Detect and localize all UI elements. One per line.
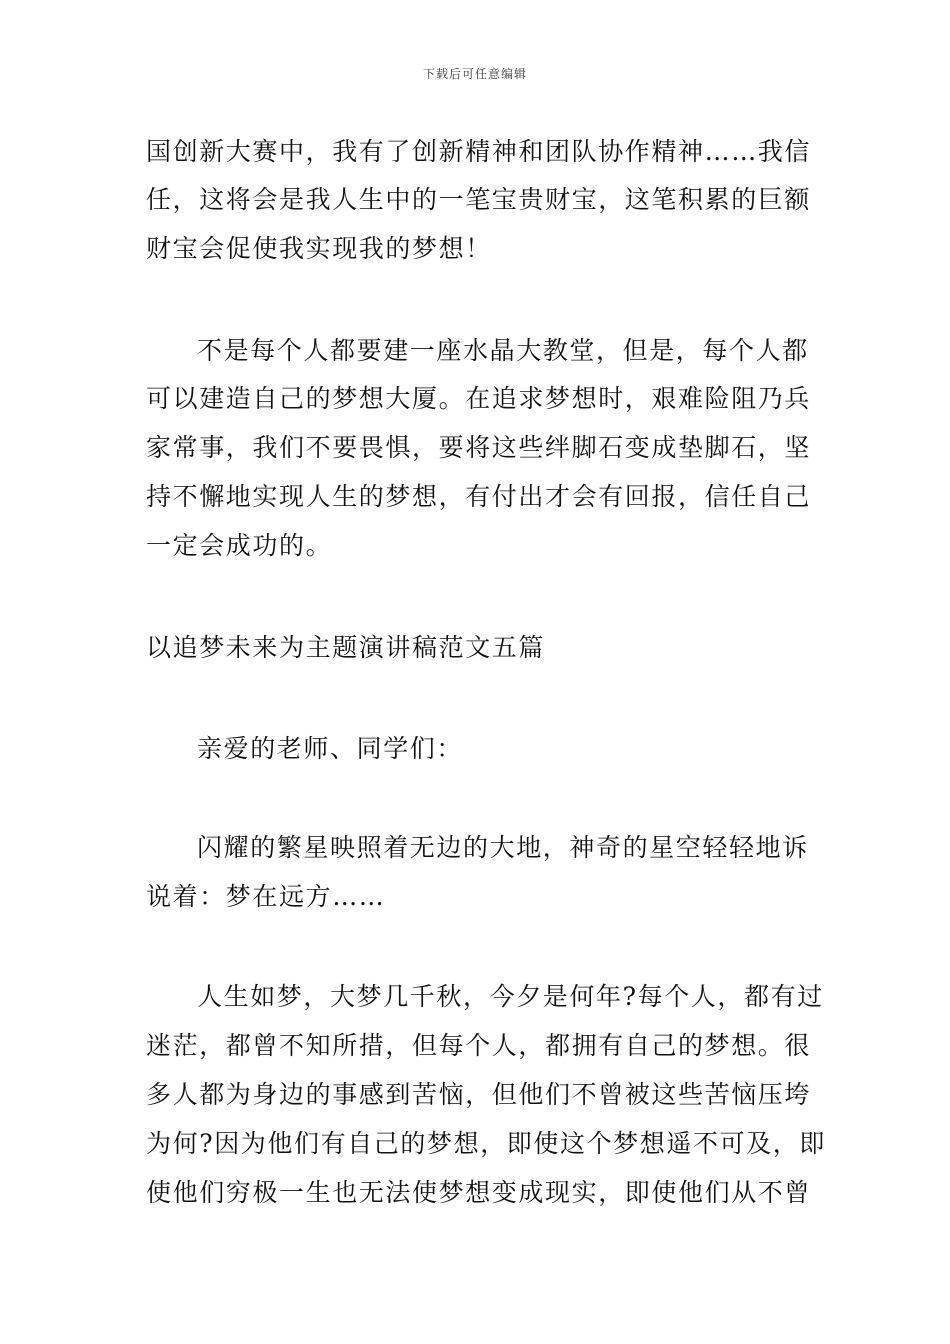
section-title: 以追梦未来为主题演讲稿范文五篇 [146,633,546,662]
paragraph-line: 多人都为身边的事感到苦恼，但他们不曾被这些苦恼压垮 [146,1080,812,1109]
paragraph-line: 不是每个人都要建一座水晶大教堂，但是，每个人都 [197,336,809,365]
paragraph-line: 可以建造自己的梦想大厦。在追求梦想时，艰难险阻乃兵 [146,384,812,413]
salutation: 亲爱的老师、同学们： [197,734,464,763]
paragraph-line: 一定会成功的。 [146,531,333,560]
page-header: 下载后可任意编辑 [422,67,527,81]
paragraph-line: 为何?因为他们有自己的梦想，即使这个梦想遥不可及，即 [146,1129,827,1158]
paragraph-line: 迷茫，都曾不知所措，但每个人，都拥有自己的梦想。很 [146,1031,812,1060]
paragraph-line: 任，这将会是我人生中的一笔宝贵财宝，这笔积累的巨额 [146,185,812,214]
paragraph-line: 使他们穷极一生也无法使梦想变成现实，即使他们从不曾 [146,1178,812,1207]
paragraph-line: 财宝会促使我实现我的梦想！ [146,234,492,263]
paragraph-line: 人生如梦，大梦几千秋，今夕是何年?每个人，都有过 [197,982,824,1011]
paragraph-line: 国创新大赛中，我有了创新精神和团队协作精神……我信 [146,137,812,166]
paragraph-line: 说着：梦在远方…… [146,882,386,911]
paragraph-line: 持不懈地实现人生的梦想，有付出才会有回报，信任自己 [146,482,812,511]
paragraph-line: 家常事，我们不要畏惧，要将这些绊脚石变成垫脚石，坚 [146,433,812,462]
paragraph-line: 闪耀的繁星映照着无边的大地，神奇的星空轻轻地诉 [197,833,809,862]
